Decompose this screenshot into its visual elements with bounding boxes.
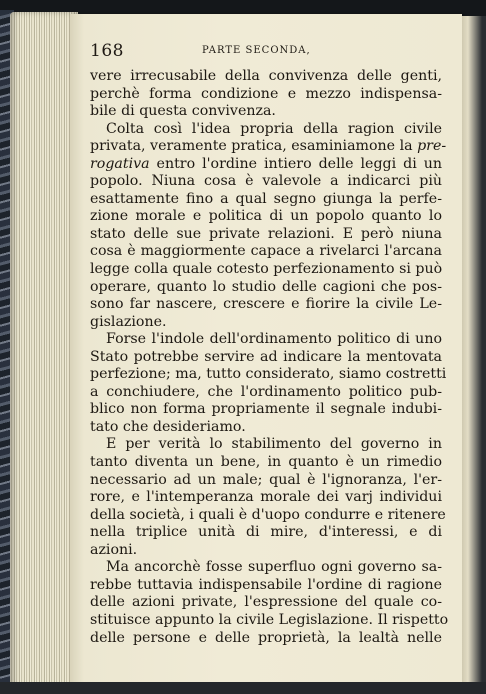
page-number: 168 xyxy=(90,41,124,61)
text-line: Forse l'indole dell'ordinamento politico di uno xyxy=(106,331,442,348)
text-line: delle persone e delle proprietà, la lealtà nelle xyxy=(90,629,442,646)
text-line: nella triplice unità di mire, d'interessi, e di xyxy=(90,524,442,541)
text-line: tato che desideriamo. xyxy=(90,418,246,435)
text-fragment: entro l'ordine intiero delle leggi di un xyxy=(149,155,442,172)
text-line: sono far nascere, crescere e fiorire la civile Le- xyxy=(90,296,442,313)
text-line: blico non forma propriamente il segnale indubi- xyxy=(90,401,442,418)
page-header xyxy=(90,40,442,62)
italic-word: pre- xyxy=(417,138,447,155)
text-line: stato delle sue private relazioni. E però niuna xyxy=(90,225,442,242)
text-line-with-italic xyxy=(90,156,442,174)
italic-word: rogativa xyxy=(90,155,150,172)
text-line: E per verità lo stabilimento del governo in xyxy=(106,436,442,453)
text-line: a conchiudere, che l'ordinamento politico pub- xyxy=(90,383,442,400)
text-line: perchè forma condizione e mezzo indispensa- xyxy=(90,85,442,102)
text-line: della società, i quali è d'uopo condurre e ritenere xyxy=(90,506,446,523)
text-line: rore, e l'intemperanza morale dei varj individui xyxy=(90,489,442,506)
text-line: stituisce appunto la civile Legislazione. Il rispetto xyxy=(90,611,449,628)
text-line: zione morale e politica di un popolo quanto lo xyxy=(90,208,442,225)
text-line: Ma ancorchè fosse superfluo ogni governo sa- xyxy=(106,559,442,576)
page-stack-edge xyxy=(10,12,78,688)
page-right-edge xyxy=(462,16,486,684)
text-line: azioni. xyxy=(90,541,138,558)
text-line: delle azioni private, l'espressione del quale co- xyxy=(90,594,442,611)
text-line: legge colla quale cotesto perfezionamento si può xyxy=(90,261,443,278)
text-line: tanto diventa un bene, in quanto è un rimedio xyxy=(90,454,442,471)
text-line: rebbe tuttavia indispensabile l'ordine di ragione xyxy=(90,576,442,593)
text-line: gislazione. xyxy=(90,313,167,330)
text-line-with-italic xyxy=(90,138,447,156)
running-head: PARTE SECONDA, xyxy=(202,45,311,56)
text-line: cosa è maggiormente capace a rivelarci l'arcana xyxy=(90,243,442,260)
text-line: bile di questa convivenza. xyxy=(90,103,276,120)
text-line: perfezione; ma, tutto considerato, siamo costretti xyxy=(90,366,447,383)
scan-backdrop-bottom xyxy=(0,682,486,694)
text-fragment: privata, veramente pratica, esaminiamone la xyxy=(90,138,418,155)
text-line: operare, quanto lo studio delle cagioni che pos- xyxy=(90,278,442,295)
text-line: esattamente fino a qual segno giunga la perfe- xyxy=(90,190,442,207)
text-line: Colta così l'idea propria della ragion civile xyxy=(106,120,442,137)
body-text xyxy=(90,68,449,647)
text-line: vere irrecusabile della convivenza delle genti, xyxy=(90,68,442,84)
text-line: Stato potrebbe servire ad indicare la mentovata xyxy=(90,348,442,365)
text-line: necessario ad un male; qual è l'ignoranza, l'er- xyxy=(90,471,442,488)
text-line: popolo. Niuna cosa è valevole a indicarci più xyxy=(90,173,442,190)
